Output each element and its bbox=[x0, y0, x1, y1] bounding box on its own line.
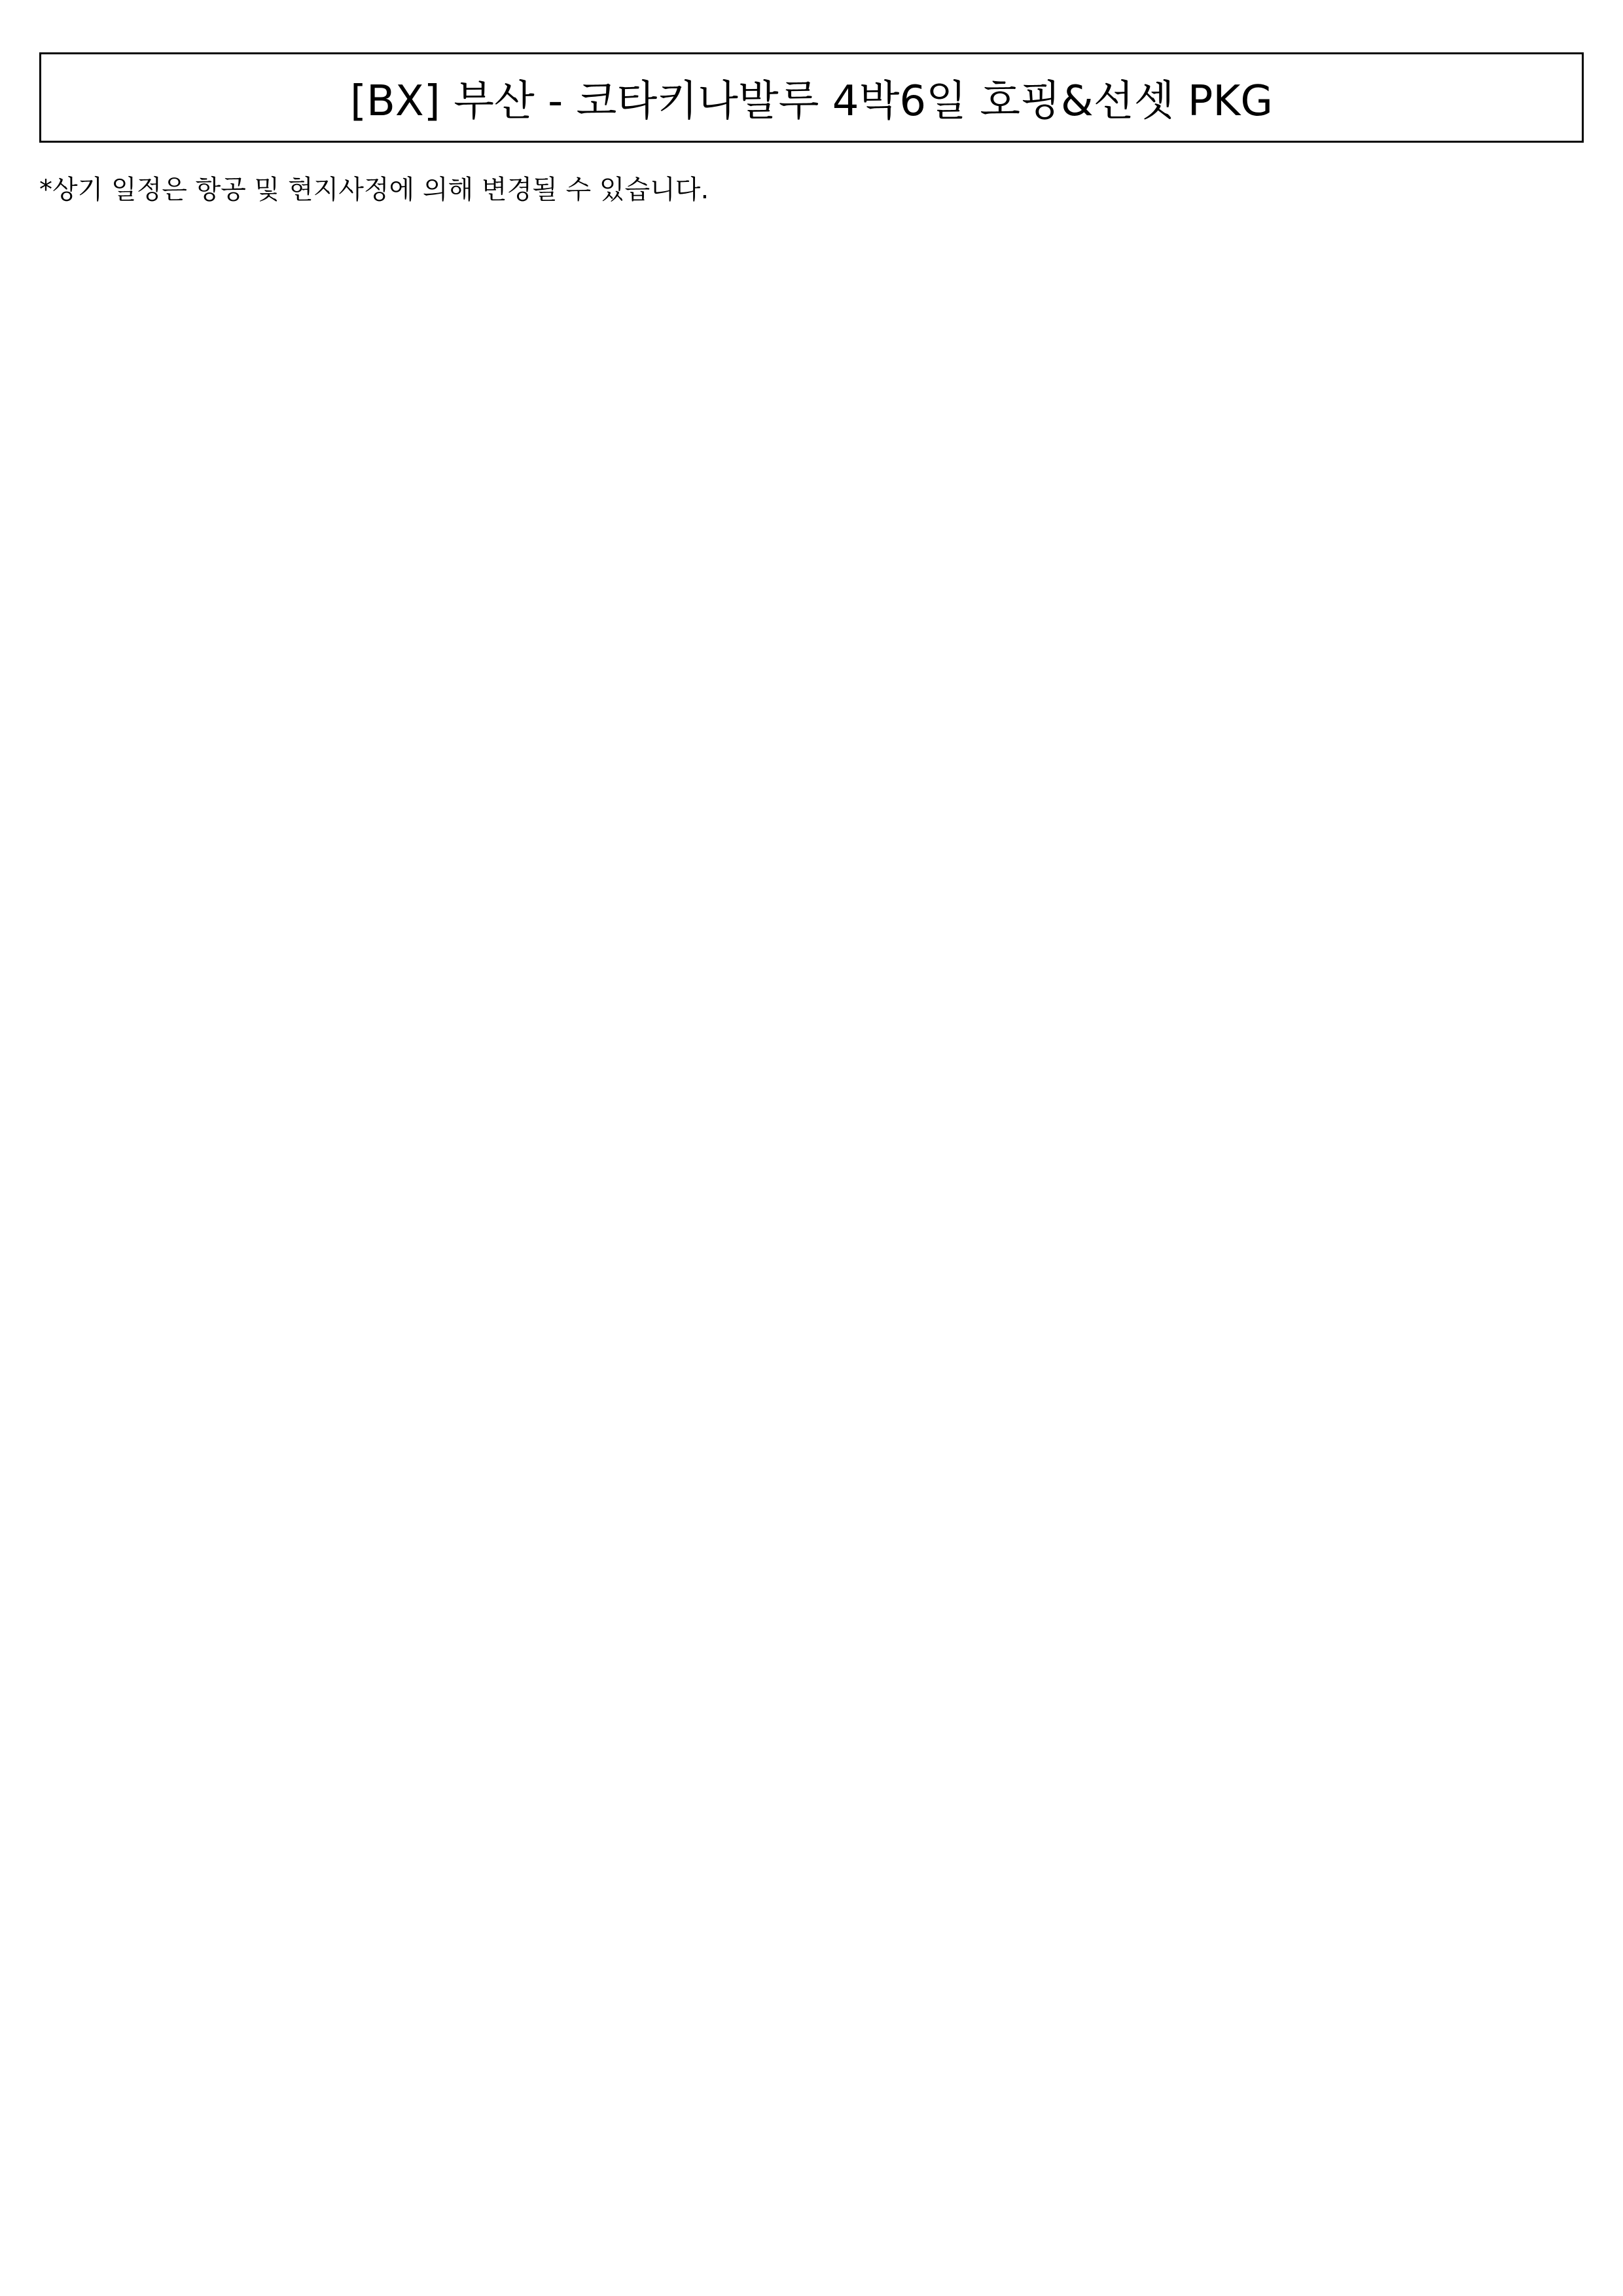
document-title: [BX] 부산 - 코타키나발루 4박6일 호핑&선셋 PKG bbox=[39, 52, 1584, 143]
footer-note: *상기 일정은 항공 및 현지사정에 의해 변경될 수 있습니다. bbox=[39, 175, 709, 205]
